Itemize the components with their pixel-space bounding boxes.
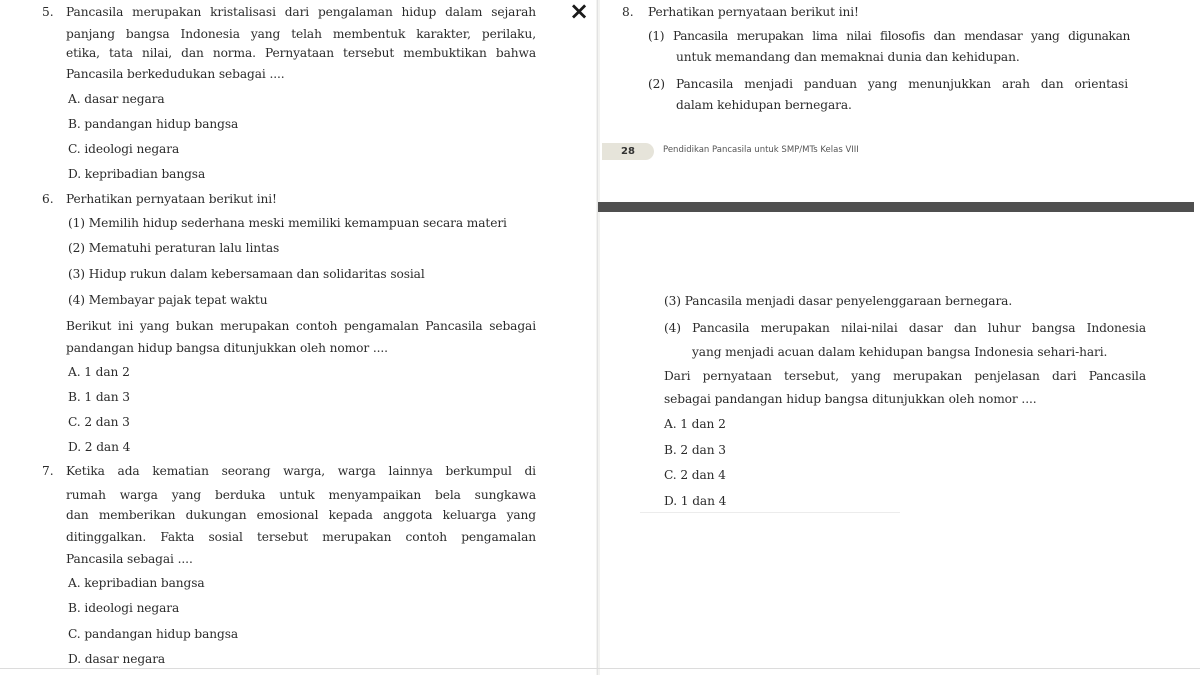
q6-statement-2: (2) Mematuhi peraturan lalu lintas bbox=[68, 241, 280, 255]
q7-line-2: rumah warga yang berduka untuk menyampaikan bela sungkawa bbox=[66, 488, 536, 502]
q8-statement-1-line-1: (1) Pancasila merupakan lima nilai filosofis dan mendasar yang digunakan bbox=[648, 29, 1130, 43]
q5-line-2: panjang bangsa Indonesia yang telah membentuk karakter, perilaku, bbox=[66, 27, 536, 41]
q7-option-b: B. ideologi negara bbox=[68, 601, 180, 615]
q7-line-1: Ketika ada kematian seorang warga, warga lainnya berkumpul di bbox=[66, 464, 536, 478]
q8-option-a: A. 1 dan 2 bbox=[664, 417, 726, 431]
q5-line-4: Pancasila berkedudukan sebagai .... bbox=[66, 67, 285, 81]
q8-option-c: C. 2 dan 4 bbox=[664, 468, 726, 482]
q7-line-5: Pancasila sebagai .... bbox=[66, 552, 193, 566]
q8-statement-3: (3) Pancasila menjadi dasar penyelenggaraan bernegara. bbox=[664, 294, 1013, 308]
page-divider bbox=[598, 202, 1194, 212]
page-number-badge: 28 bbox=[602, 143, 654, 160]
q5-option-a: A. dasar negara bbox=[68, 92, 165, 106]
q8-statement-2-line-1: (2) Pancasila menjadi panduan yang menunjukkan arah dan orientasi bbox=[648, 77, 1128, 91]
q6-statement-4: (4) Membayar pajak tepat waktu bbox=[68, 293, 268, 307]
q8-statement-2-line-2: dalam kehidupan bernegara. bbox=[676, 98, 852, 112]
q6-statement-3: (3) Hidup rukun dalam kebersamaan dan solidaritas sosial bbox=[68, 267, 425, 281]
close-icon[interactable]: × bbox=[568, 0, 590, 25]
q7-option-d: D. dasar negara bbox=[68, 652, 166, 666]
q7-option-a: A. kepribadian bangsa bbox=[68, 576, 205, 590]
q8-number: 8. bbox=[622, 5, 634, 19]
q6-question-1: Berikut ini yang bukan merupakan contoh pengamalan Pancasila sebagai bbox=[66, 319, 536, 333]
q6-question-2: pandangan hidup bangsa ditunjukkan oleh nomor .... bbox=[66, 341, 388, 355]
q8-question-2: sebagai pandangan hidup bangsa ditunjukkan oleh nomor .... bbox=[664, 392, 1037, 406]
q6-statement-1: (1) Memilih hidup sederhana meski memiliki kemampuan secara materi bbox=[68, 216, 507, 230]
q8-option-b: B. 2 dan 3 bbox=[664, 443, 726, 457]
q6-option-d: D. 2 dan 4 bbox=[68, 440, 131, 454]
book-title-footer: Pendidikan Pancasila untuk SMP/MTs Kelas VIII bbox=[663, 145, 859, 155]
q6-option-b: B. 1 dan 3 bbox=[68, 390, 130, 404]
faint-rule bbox=[640, 512, 900, 513]
q5-line-3: etika, tata nilai, dan norma. Pernyataan tersebut membuktikan bahwa bbox=[66, 46, 536, 60]
q6-stem: Perhatikan pernyataan berikut ini! bbox=[66, 192, 277, 206]
q8-option-d: D. 1 dan 4 bbox=[664, 494, 727, 508]
q5-option-c: C. ideologi negara bbox=[68, 142, 180, 156]
q5-option-d: D. kepribadian bangsa bbox=[68, 167, 206, 181]
q8-stem: Perhatikan pernyataan berikut ini! bbox=[648, 5, 859, 19]
q8-statement-4-line-1: (4) Pancasila merupakan nilai-nilai dasar dan luhur bangsa Indonesia bbox=[664, 321, 1146, 335]
q6-option-a: A. 1 dan 2 bbox=[68, 365, 130, 379]
q7-number: 7. bbox=[42, 464, 54, 478]
q7-line-3: dan memberikan dukungan emosional kepada anggota keluarga yang bbox=[66, 508, 536, 522]
q6-number: 6. bbox=[42, 192, 54, 206]
q8-statement-1-line-2: untuk memandang dan memaknai dunia dan kehidupan. bbox=[676, 50, 1020, 64]
bottom-border bbox=[0, 668, 1200, 669]
page-gutter bbox=[597, 0, 598, 675]
q6-option-c: C. 2 dan 3 bbox=[68, 415, 130, 429]
q7-option-c: C. pandangan hidup bangsa bbox=[68, 627, 239, 641]
left-page bbox=[0, 0, 596, 675]
q5-option-b: B. pandangan hidup bangsa bbox=[68, 117, 239, 131]
q5-line-1: Pancasila merupakan kristalisasi dari pengalaman hidup dalam sejarah bbox=[66, 5, 536, 19]
q7-line-4: ditinggalkan. Fakta sosial tersebut merupakan contoh pengamalan bbox=[66, 530, 536, 544]
q8-question-1: Dari pernyataan tersebut, yang merupakan penjelasan dari Pancasila bbox=[664, 369, 1146, 383]
q5-number: 5. bbox=[42, 5, 54, 19]
q8-statement-4-line-2: yang menjadi acuan dalam kehidupan bangsa Indonesia sehari-hari. bbox=[692, 345, 1108, 359]
